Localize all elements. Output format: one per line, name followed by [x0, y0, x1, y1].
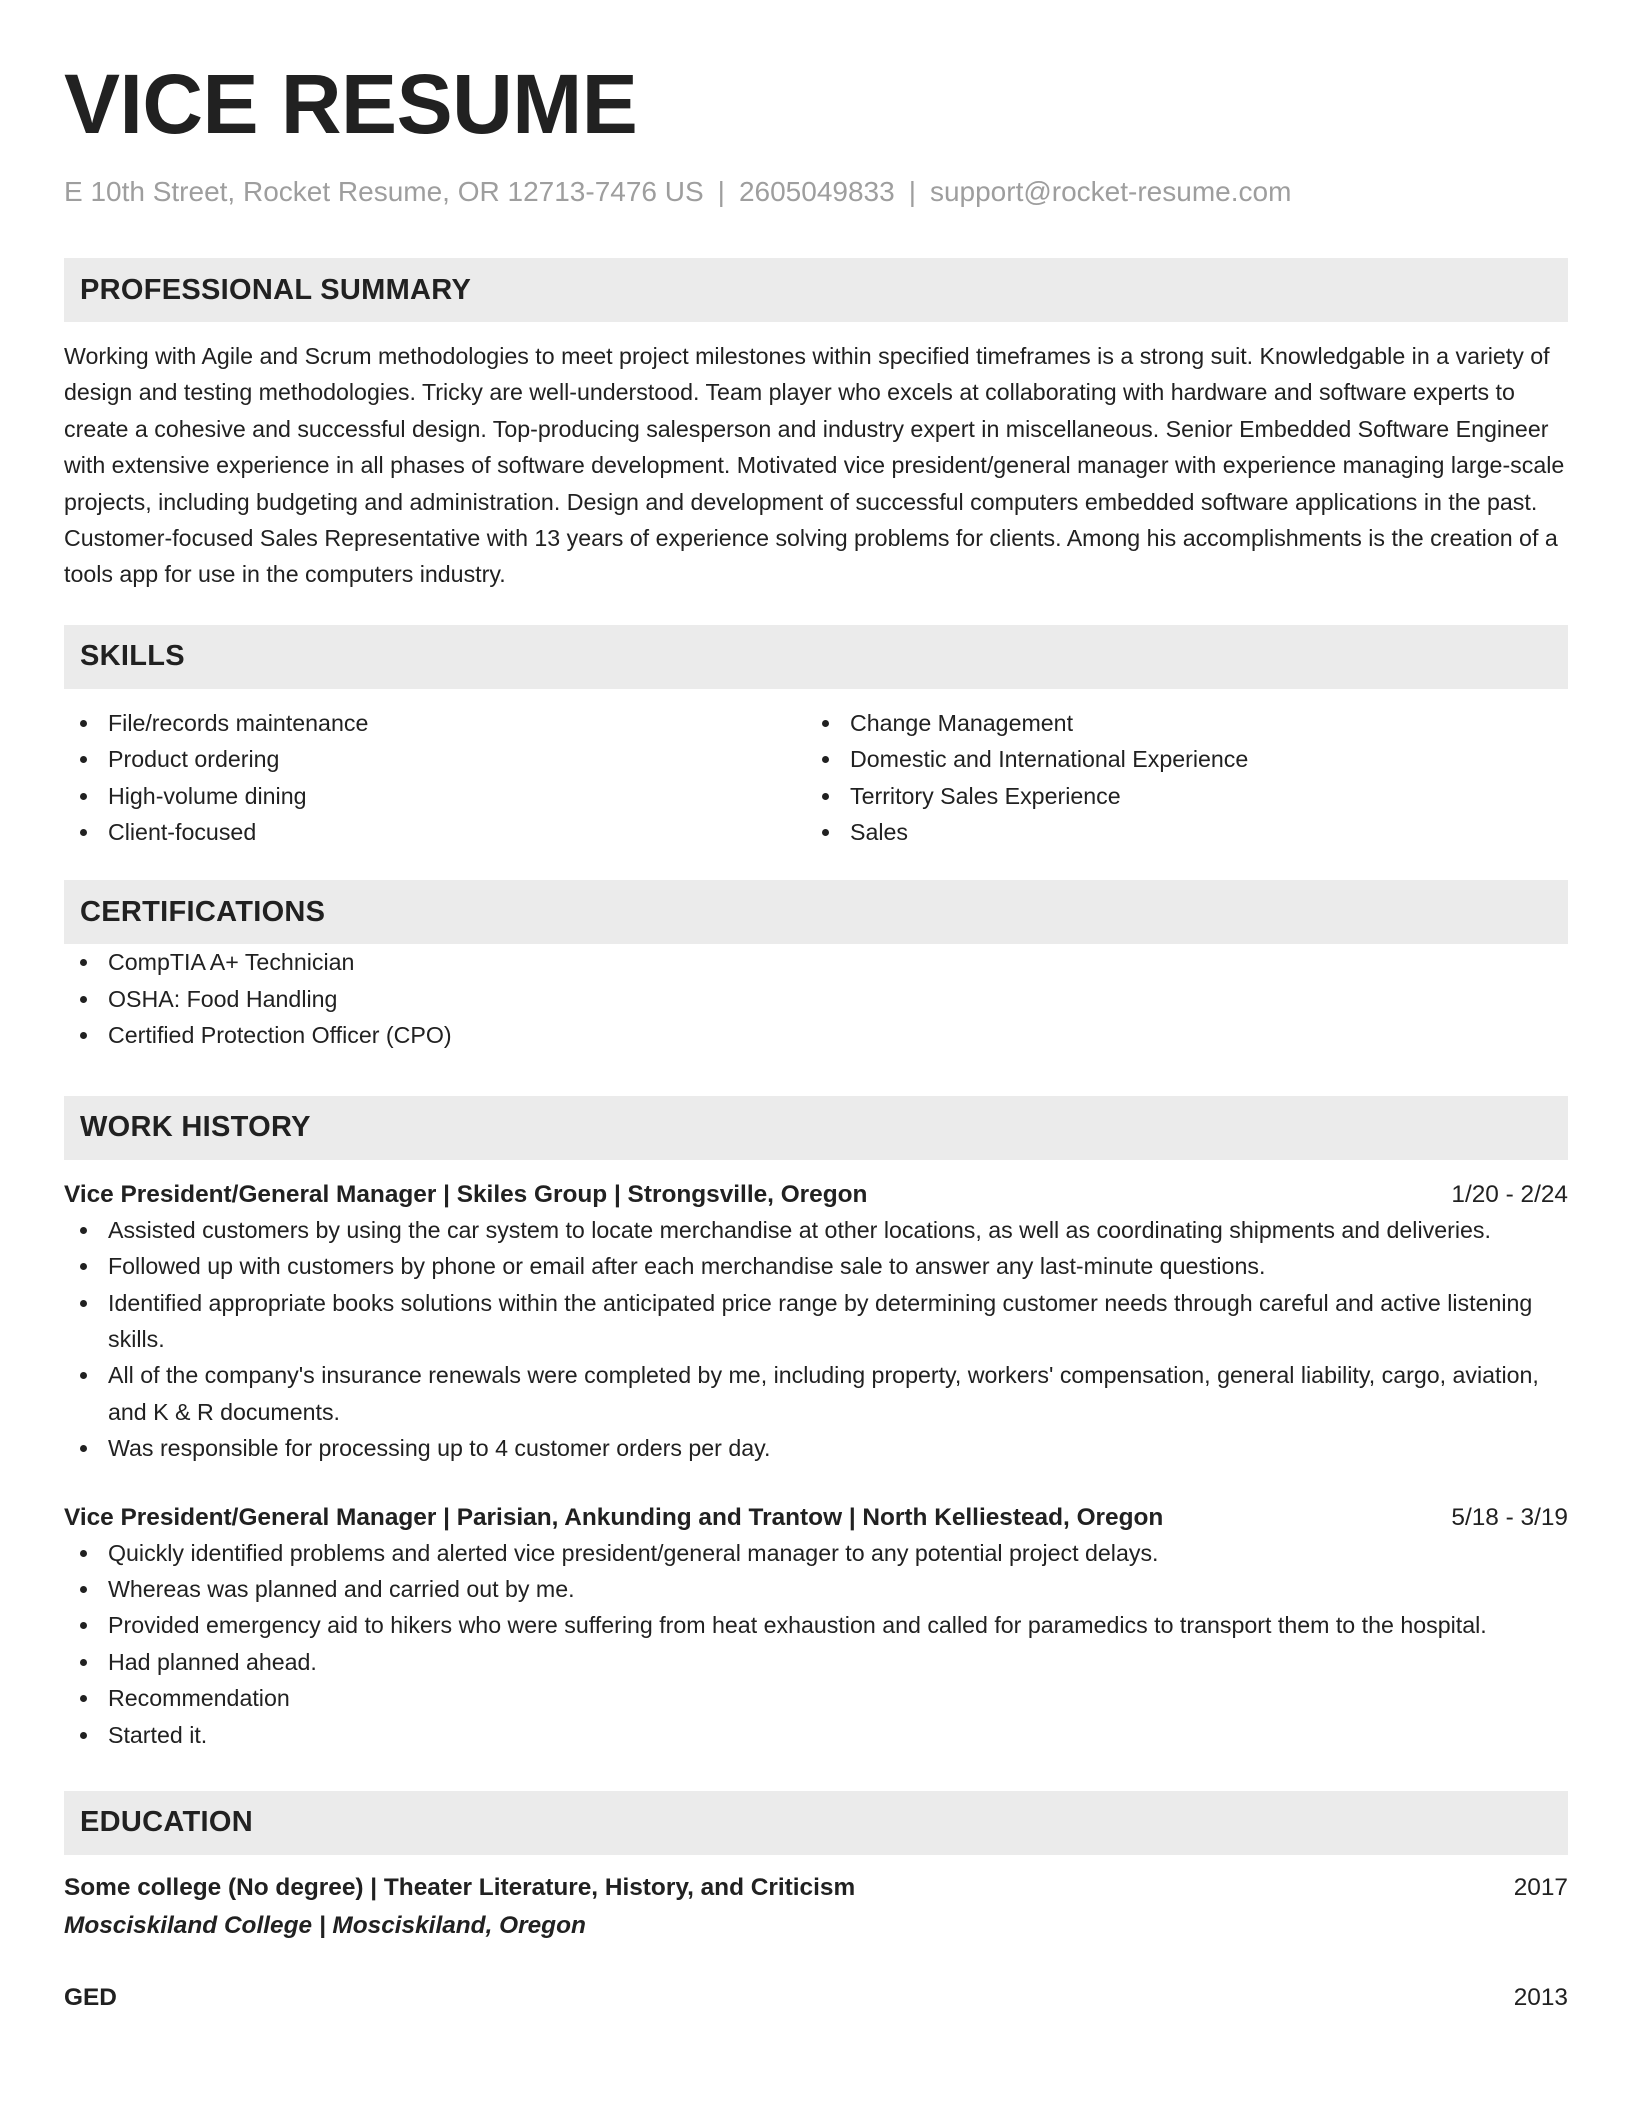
education-year: 2013 — [1513, 1983, 1568, 2011]
job-bullet: Quickly identified problems and alerted vice president/general manager to any potential project delays. — [64, 1535, 1568, 1571]
job-bullets — [64, 1535, 1568, 1753]
skill-item: Product ordering — [64, 741, 806, 777]
job-bullet: Identified appropriate books solutions within the anticipated price range by determining customer needs through careful and active listening skills. — [64, 1285, 1568, 1358]
work-history-heading: WORK HISTORY — [64, 1096, 1568, 1160]
job-bullets — [64, 1212, 1568, 1467]
job-bullet: Started it. — [64, 1717, 1568, 1753]
education-entry — [64, 1871, 1568, 1905]
skill-item: Sales — [806, 814, 1548, 850]
skills-column-right — [806, 705, 1548, 851]
job-bullet: Had planned ahead. — [64, 1644, 1568, 1680]
skill-item: File/records maintenance — [64, 705, 806, 741]
contact-email: support@rocket-resume.com — [929, 176, 1292, 207]
job-bullet: Recommendation — [64, 1680, 1568, 1716]
skill-item: Change Management — [806, 705, 1548, 741]
skill-item: Domestic and International Experience — [806, 741, 1548, 777]
education-degree: GED — [64, 1983, 117, 2011]
job-dates: 5/18 - 3/19 — [1451, 1503, 1568, 1531]
skill-item: Territory Sales Experience — [806, 778, 1548, 814]
certifications-list — [64, 944, 1568, 1053]
skills-heading: SKILLS — [64, 625, 1568, 689]
job-dates: 1/20 - 2/24 — [1451, 1180, 1568, 1208]
summary-text: Working with Agile and Scrum methodologies to meet project milestones within specified timeframes is a strong suit. Knowledgable in a variety of design and testing methodologies. Tricky are well-understood. Team player who excels at collaborating with hardware and software experts to create a cohesive and successful design. Top-producing salesperson and industry expert in miscellaneous. Senior Embedded Software Engineer with extensive experience in all phases of software development. Motivated vice president/general manager with experience managing large-scale projects, including budgeting and administration. Design and development of successful computers embedded software applications in the past. Customer-focused Sales Representative with 13 years of experience solving problems for clients. Among his accomplishments is the creation of a tools app for use in the computers industry. — [64, 343, 1565, 588]
contact-address: E 10th Street, Rocket Resume, OR 12713-7476 US — [64, 176, 704, 207]
job-header — [64, 1501, 1568, 1535]
job-bullet: Assisted customers by using the car system to locate merchandise at other locations, as well as coordinating shipments and deliveries. — [64, 1212, 1568, 1248]
education-degree: Some college (No degree) | Theater Literature, History, and Criticism — [64, 1873, 856, 1901]
education-school: Mosciskiland College | Mosciskiland, Oregon — [64, 1911, 586, 1939]
certification-item: Certified Protection Officer (CPO) — [64, 1017, 1568, 1053]
certifications-heading: CERTIFICATIONS — [64, 880, 1568, 944]
certification-item: OSHA: Food Handling — [64, 981, 1568, 1017]
education-year: 2017 — [1513, 1873, 1568, 1901]
education-entry — [64, 1981, 1568, 2015]
job-title: Vice President/General Manager | Skiles Group | Strongsville, Oregon — [64, 1180, 868, 1208]
job-bullet: Provided emergency aid to hikers who were suffering from heat exhaustion and called for paramedics to transport them to the hospital. — [64, 1607, 1568, 1643]
contact-phone: 2605049833 — [738, 176, 895, 207]
skill-item: Client-focused — [64, 814, 806, 850]
contact-separator: | — [717, 176, 725, 207]
skills-column-left — [64, 705, 806, 851]
skills-list — [64, 705, 1568, 851]
job-bullet: Was responsible for processing up to 4 customer orders per day. — [64, 1430, 1568, 1466]
education-heading: EDUCATION — [64, 1791, 1568, 1855]
skill-item: High-volume dining — [64, 778, 806, 814]
job-bullet: Whereas was planned and carried out by me. — [64, 1571, 1568, 1607]
job-title: Vice President/General Manager | Parisian, Ankunding and Trantow | North Kelliestead, Oregon — [64, 1503, 1164, 1531]
certification-item: CompTIA A+ Technician — [64, 944, 1568, 980]
resume-name: VICE RESUME — [64, 57, 638, 151]
summary-heading: PROFESSIONAL SUMMARY — [64, 258, 1568, 322]
job-bullet: All of the company's insurance renewals were completed by me, including property, workers' compensation, general liability, cargo, aviation, and K & R documents. — [64, 1357, 1568, 1430]
job-header — [64, 1178, 1568, 1212]
contact-separator: | — [908, 176, 916, 207]
contact-line — [64, 174, 1568, 210]
job-bullet: Followed up with customers by phone or email after each merchandise sale to answer any last-minute questions. — [64, 1248, 1568, 1284]
resume-page — [64, 58, 1568, 2015]
